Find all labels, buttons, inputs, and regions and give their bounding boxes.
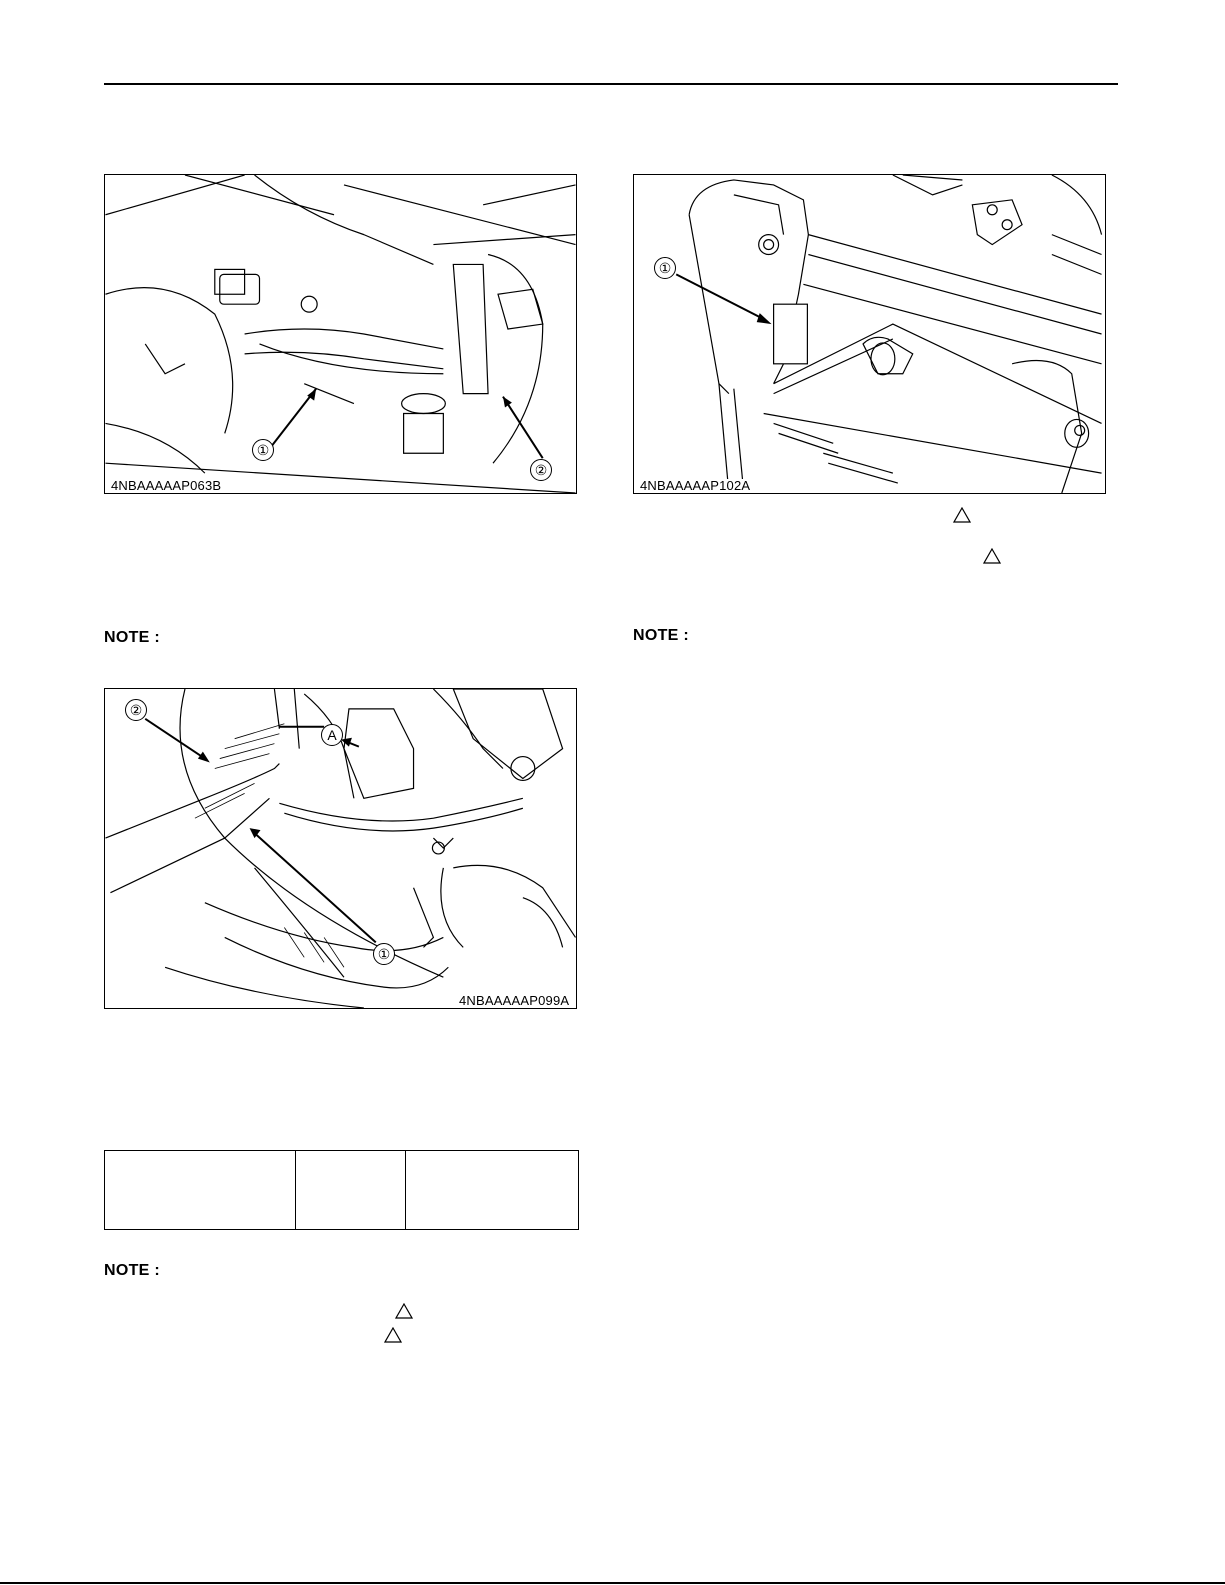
- table-cell: [406, 1151, 579, 1230]
- note-label: NOTE :: [104, 629, 161, 646]
- header-rule: [104, 83, 1118, 85]
- callout-A: A: [321, 724, 343, 746]
- figure-harness-clip: [104, 688, 577, 1009]
- frame-label-illustration: [634, 175, 1105, 493]
- figure-code: 4NBAAAAAP102A: [640, 478, 751, 493]
- figure-hose-bracket: [104, 174, 577, 494]
- figure-frame-label: [633, 174, 1106, 494]
- callout-1: ①: [373, 943, 395, 965]
- callout-2: ②: [125, 699, 147, 721]
- callout-1: ①: [654, 257, 676, 279]
- note-label: NOTE :: [104, 1262, 161, 1279]
- figure-code: 4NBAAAAAP063B: [111, 478, 222, 493]
- table-row: [105, 1151, 579, 1230]
- footer-rule: [0, 1582, 1225, 1584]
- table-cell: [105, 1151, 296, 1230]
- callout-2: ②: [530, 459, 552, 481]
- figure-code: 4NBAAAAAP099A: [459, 993, 570, 1008]
- hose-bracket-illustration: [105, 175, 576, 493]
- spec-table: [104, 1150, 579, 1230]
- table-cell: [296, 1151, 406, 1230]
- note-label: NOTE :: [633, 627, 690, 644]
- callout-1: ①: [252, 439, 274, 461]
